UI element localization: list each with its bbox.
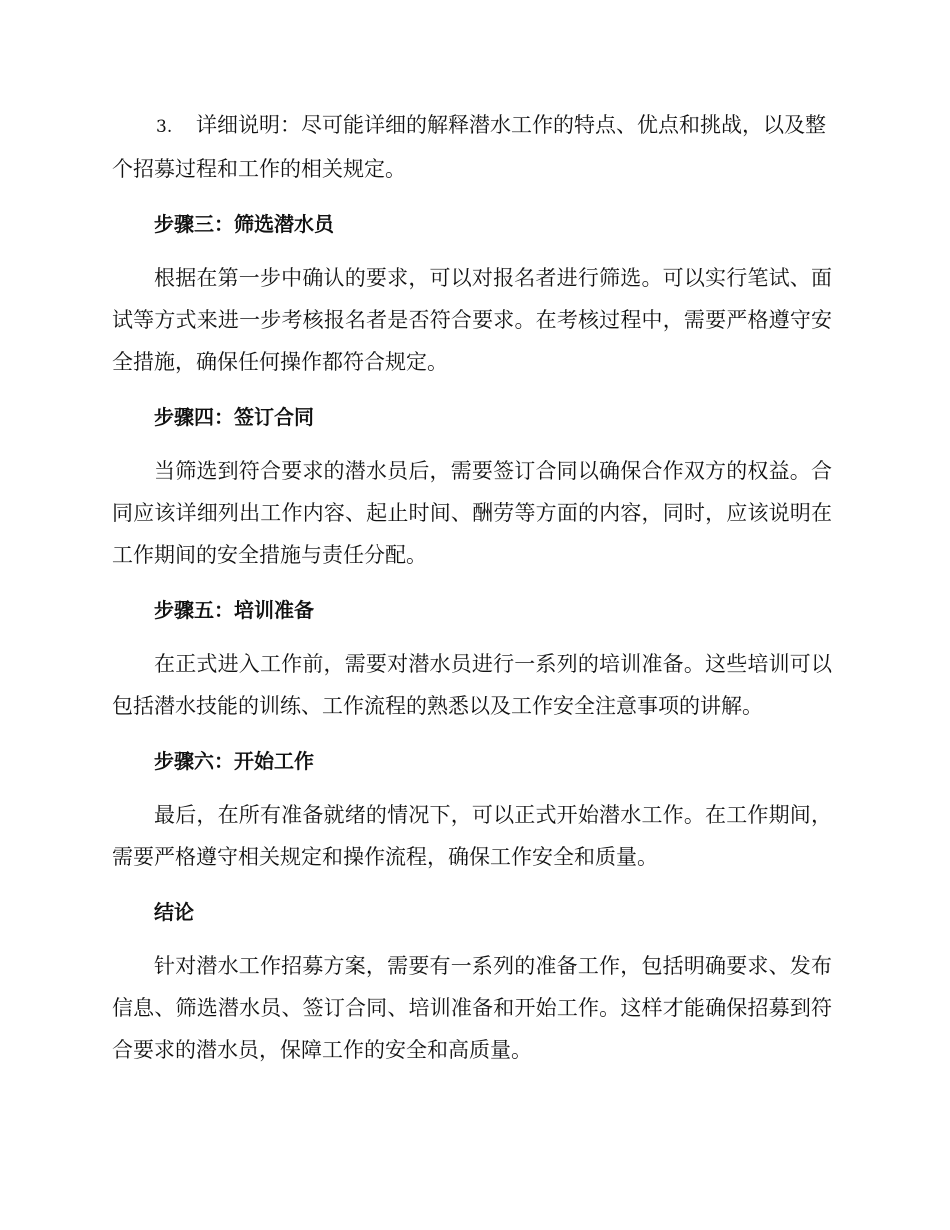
section-body-step3: 根据在第一步中确认的要求，可以对报名者进行筛选。可以实行笔试、面试等方式来进一步考核报名者是否符合要求。在考核过程中，需要严格遵守安全措施，确保任何操作都符合规定。 bbox=[112, 266, 832, 374]
section-heading-step5: 步骤五：培训准备 bbox=[154, 598, 314, 622]
section-heading-conclusion: 结论 bbox=[154, 900, 194, 924]
section-body-conclusion: 针对潜水工作招募方案，需要有一系列的准备工作，包括明确要求、发布信息、筛选潜水员、签订合同、培训准备和开始工作。这样才能确保招募到符合要求的潜水员，保障工作的安全和高质量。 bbox=[112, 954, 832, 1062]
list-item-text: 详细说明：尽可能详细的解释潜水工作的特点、优点和挑战，以及整个招募过程和工作的相关规定。 bbox=[112, 113, 826, 181]
numbered-list-item bbox=[112, 104, 832, 190]
section-heading-step3: 步骤三：筛选潜水员 bbox=[154, 212, 334, 236]
document-page bbox=[112, 104, 832, 1084]
section-heading-step6: 步骤六：开始工作 bbox=[154, 749, 314, 773]
list-number: 3. bbox=[156, 117, 173, 137]
section-heading-step4: 步骤四：签订合同 bbox=[154, 405, 314, 429]
section-body-step4: 当筛选到符合要求的潜水员后，需要签订合同以确保合作双方的权益。合同应该详细列出工作内容、起止时间、酬劳等方面的内容，同时，应该说明在工作期间的安全措施与责任分配。 bbox=[112, 459, 832, 567]
section-body-step6: 最后，在所有准备就绪的情况下，可以正式开始潜水工作。在工作期间，需要严格遵守相关规定和操作流程，确保工作安全和质量。 bbox=[112, 803, 832, 869]
section-body-step5: 在正式进入工作前，需要对潜水员进行一系列的培训准备。这些培训可以包括潜水技能的训练、工作流程的熟悉以及工作安全注意事项的讲解。 bbox=[112, 652, 832, 718]
